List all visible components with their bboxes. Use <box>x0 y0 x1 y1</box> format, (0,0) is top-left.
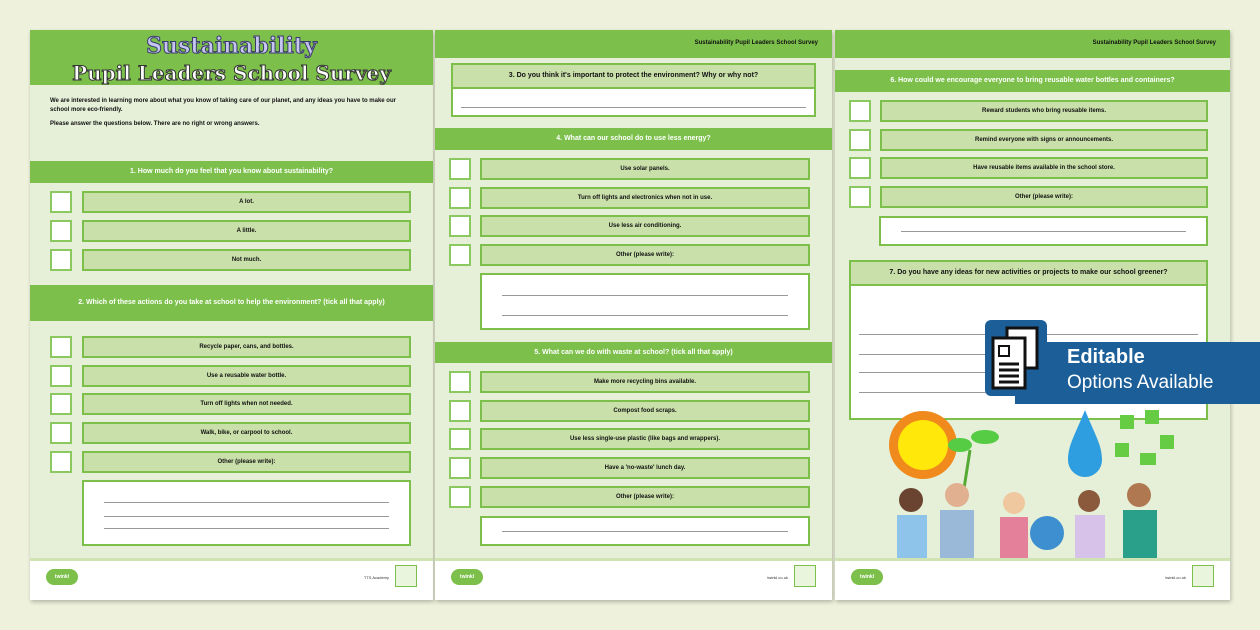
page-header: Sustainability Pupil Leaders School Survey <box>835 30 1230 58</box>
answer-box-q6[interactable] <box>879 216 1208 246</box>
option-checkbox[interactable] <box>449 215 471 237</box>
children <box>897 483 1157 560</box>
option-label: Use less air conditioning. <box>480 215 810 237</box>
option-label: Not much. <box>82 249 411 271</box>
page-footer <box>435 558 832 600</box>
option-label: Other (please write): <box>82 451 411 473</box>
option-label: Other (please write): <box>880 186 1208 208</box>
option-checkbox[interactable] <box>449 371 471 393</box>
page-footer <box>835 558 1230 600</box>
option-checkbox[interactable] <box>849 129 871 151</box>
intro-instructions: Please answer the questions below. There are no right or wrong answers. <box>50 121 260 127</box>
twinkl-logo: twinkl <box>451 569 483 585</box>
page-footer <box>30 558 433 600</box>
water-drop-icon <box>1068 410 1102 477</box>
option-checkbox[interactable] <box>50 422 72 444</box>
option-checkbox[interactable] <box>50 393 72 415</box>
question-4-header: 4. What can our school do to use less energy? <box>435 128 832 150</box>
question-6-header: 6. How could we encourage everyone to bring reusable water bottles and containers? <box>835 70 1230 92</box>
document-icon <box>985 320 1047 396</box>
option-checkbox[interactable] <box>849 100 871 122</box>
option-checkbox[interactable] <box>449 486 471 508</box>
option-label: Have reusable items available in the school store. <box>880 157 1208 179</box>
survey-page-3 <box>835 30 1230 600</box>
option-checkbox[interactable] <box>849 186 871 208</box>
option-label: Use a reusable water bottle. <box>82 365 411 387</box>
footer-badge-icon <box>1192 565 1214 587</box>
answer-box-q4[interactable] <box>480 273 810 330</box>
option-label: Walk, bike, or carpool to school. <box>82 422 411 444</box>
option-label: Other (please write): <box>480 486 810 508</box>
sun-icon <box>889 411 957 479</box>
badge-title: Editable <box>1067 346 1145 368</box>
option-label: Turn off lights and electronics when not in use. <box>480 187 810 209</box>
question-1-header: 1. How much do you feel that you know about sustainability? <box>30 161 433 183</box>
footer-text: twinkl.co.uk <box>1165 575 1186 580</box>
option-checkbox[interactable] <box>449 158 471 180</box>
twinkl-logo: twinkl <box>46 569 78 585</box>
option-checkbox[interactable] <box>449 187 471 209</box>
option-label: A little. <box>82 220 411 242</box>
option-label: A lot. <box>82 191 411 213</box>
badge-subtitle: Options Available <box>1067 372 1214 393</box>
question-7-header: 7. Do you have any ideas for new activities or projects to make our school greener? <box>851 262 1206 286</box>
option-label: Other (please write): <box>480 244 810 266</box>
option-label: Have a 'no-waste' lunch day. <box>480 457 810 479</box>
option-checkbox[interactable] <box>50 220 72 242</box>
option-checkbox[interactable] <box>449 400 471 422</box>
question-3-header: 3. Do you think it's important to protect the environment? Why or why not? <box>453 65 814 89</box>
option-checkbox[interactable] <box>849 157 871 179</box>
answer-box-q2[interactable] <box>82 480 411 546</box>
option-label: Recycle paper, cans, and bottles. <box>82 336 411 358</box>
question-2-header: 2. Which of these actions do you take at school to help the environment? (tick all that apply) <box>30 285 433 321</box>
option-label: Use solar panels. <box>480 158 810 180</box>
page-header: Sustainability Pupil Leaders School Survey <box>435 30 832 58</box>
question-5-header: 5. What can we do with waste at school? (tick all that apply) <box>435 342 832 363</box>
option-label: Use less single-use plastic (like bags and wrappers). <box>480 428 810 450</box>
intro-text: We are interested in learning more about what you know of taking care of our planet, and any ideas you have to make our school more eco-friendly. <box>50 98 396 113</box>
option-label: Compost food scraps. <box>480 400 810 422</box>
option-label: Turn off lights when not needed. <box>82 393 411 415</box>
option-checkbox[interactable] <box>449 428 471 450</box>
title-banner <box>30 30 433 85</box>
option-checkbox[interactable] <box>50 249 72 271</box>
title-line-1: Sustainability <box>146 33 317 59</box>
option-checkbox[interactable] <box>50 365 72 387</box>
editable-options-badge[interactable] <box>985 320 1260 402</box>
option-label: Reward students who bring reusable items. <box>880 100 1208 122</box>
option-checkbox[interactable] <box>449 457 471 479</box>
survey-page-2 <box>435 30 832 600</box>
footer-badge-icon <box>794 565 816 587</box>
answer-box-q5[interactable] <box>480 516 810 546</box>
option-label: Remind everyone with signs or announcements. <box>880 129 1208 151</box>
option-label: Make more recycling bins available. <box>480 371 810 393</box>
twinkl-logo: twinkl <box>851 569 883 585</box>
survey-page-1 <box>30 30 433 600</box>
eco-children-illustration <box>875 405 1195 560</box>
footer-badge-icon <box>395 565 417 587</box>
option-checkbox[interactable] <box>449 244 471 266</box>
footer-text: twinkl.co.uk <box>767 575 788 580</box>
recycle-icon <box>1115 410 1174 465</box>
option-checkbox[interactable] <box>50 191 72 213</box>
option-checkbox[interactable] <box>50 336 72 358</box>
footer-text: TTS Academy <box>363 575 389 580</box>
option-checkbox[interactable] <box>50 451 72 473</box>
title-line-2: Pupil Leaders School Survey <box>72 61 391 85</box>
question-3-box[interactable] <box>451 63 816 117</box>
